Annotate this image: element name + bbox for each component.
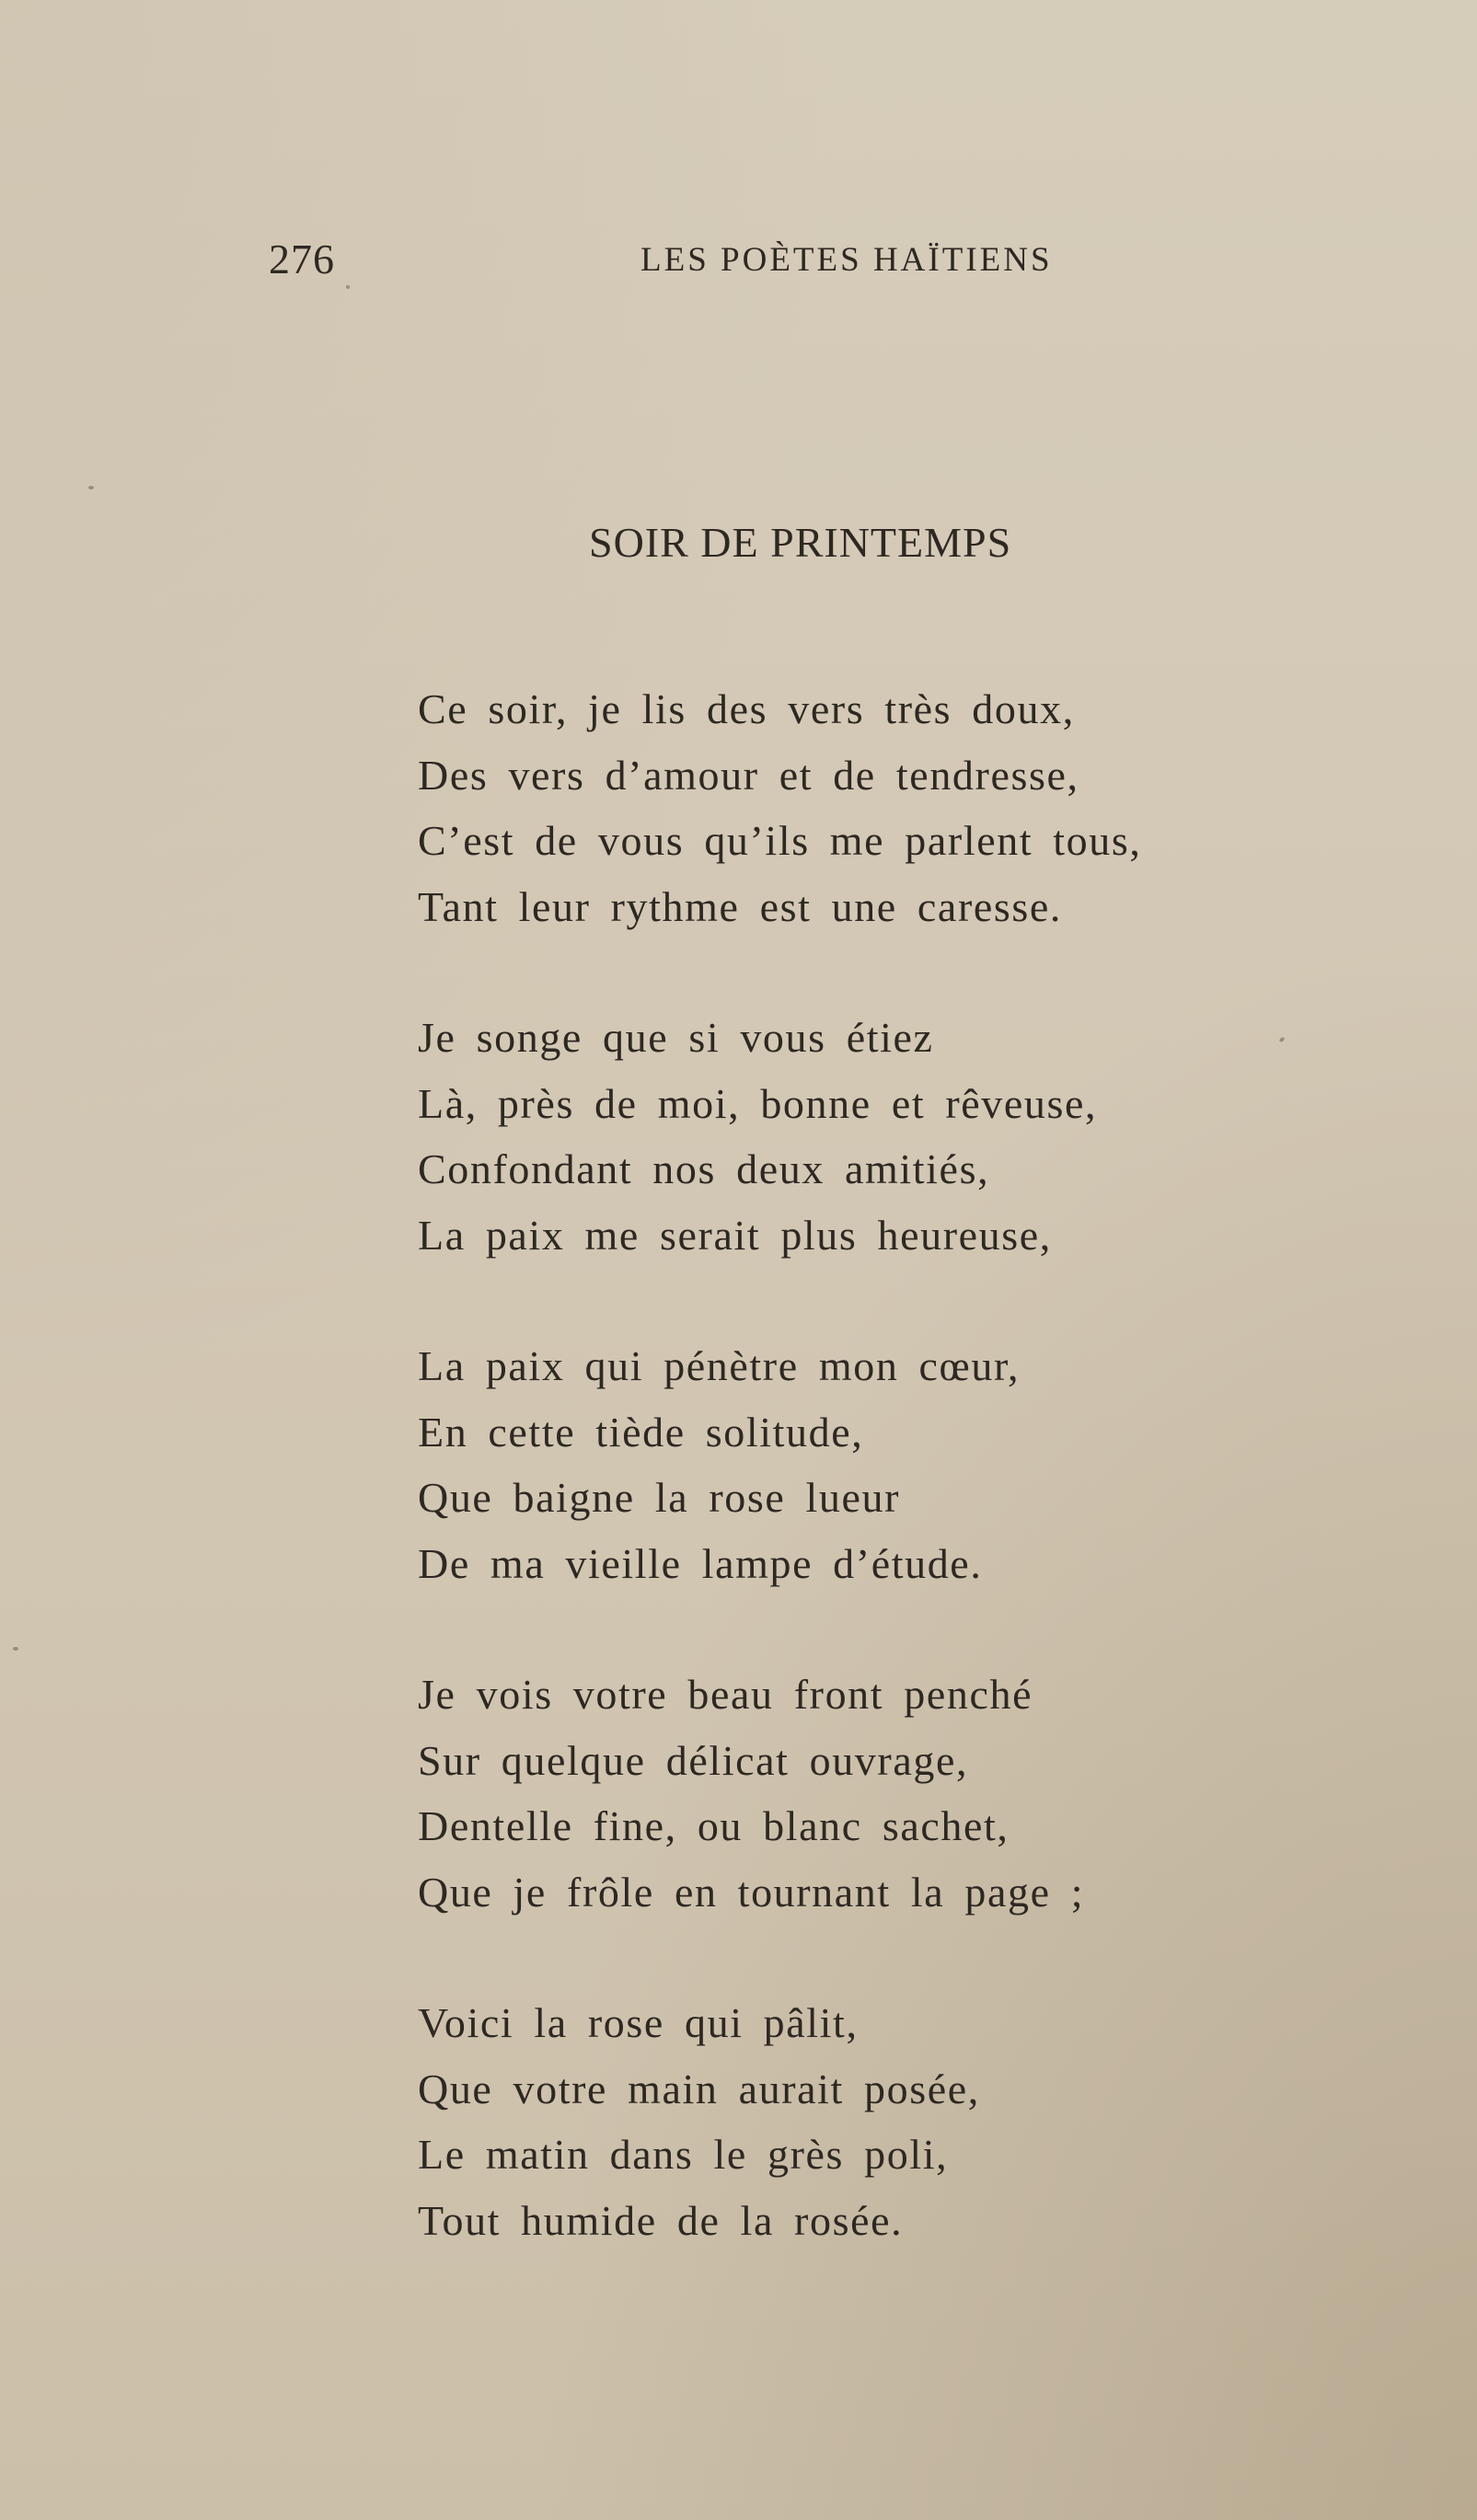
paper-speck xyxy=(1278,1037,1285,1043)
verse-line: De ma vieille lampe d’étude. xyxy=(418,1539,983,1587)
verse-line: Là, près de moi, bonne et rêveuse, xyxy=(418,1079,1098,1127)
verse-line: Des vers d’amour et de tendresse, xyxy=(418,751,1079,799)
stanza xyxy=(418,1662,1246,1925)
verse-line: En cette tiède solitude, xyxy=(418,1408,864,1456)
verse-line: Je vois votre beau front penché xyxy=(418,1671,1033,1718)
stanza xyxy=(418,1333,1246,1596)
poem-title: SOIR DE PRINTEMPS xyxy=(589,519,1012,566)
verse-line: La paix qui pénètre mon cœur, xyxy=(418,1342,1021,1389)
verse-line: Tant leur rythme est une caresse. xyxy=(418,882,1062,930)
verse-line: La paix me serait plus heureuse, xyxy=(418,1211,1052,1259)
verse-line: Ce soir, je lis des vers très doux, xyxy=(418,685,1075,732)
verse-line: Le matin dans le grès poli, xyxy=(418,2131,949,2178)
stanza xyxy=(418,1990,1246,2253)
verse-line: Que je frôle en tournant la page ; xyxy=(418,1868,1085,1916)
verse-line: Tout humide de la rosée. xyxy=(418,2196,904,2244)
paper-speck xyxy=(346,285,350,289)
verse-line: Que votre main aurait posée, xyxy=(418,2065,980,2112)
running-title: LES POÈTES HAÏTIENS xyxy=(640,241,1053,279)
verse-line: Confondant nos deux amitiés, xyxy=(418,1145,990,1192)
verse-line: Dentelle fine, ou blanc sachet, xyxy=(418,1802,1010,1849)
paper-speck xyxy=(88,486,94,489)
stanza xyxy=(418,676,1246,939)
verse-line: Voici la rose qui pâlit, xyxy=(418,1999,859,2046)
verse-line: Que baigne la rose lueur xyxy=(418,1474,901,1521)
paper-speck xyxy=(13,1647,18,1651)
verse-line: Je songe que si vous étiez xyxy=(418,1014,934,1061)
page-number: 276 xyxy=(269,236,335,282)
stanza xyxy=(418,1005,1246,1268)
poem-body xyxy=(418,676,1246,2319)
verse-line: C’est de vous qu’ils me parlent tous, xyxy=(418,817,1142,864)
verse-line: Sur quelque délicat ouvrage, xyxy=(418,1736,969,1784)
